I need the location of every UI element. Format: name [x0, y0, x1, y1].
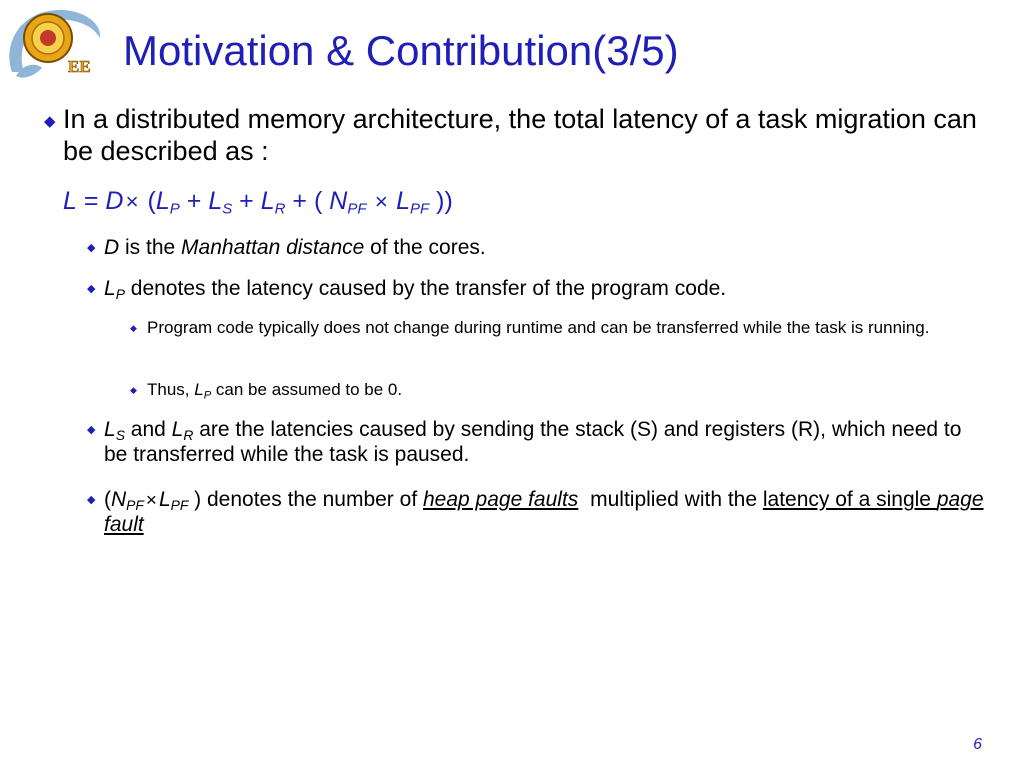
formula-close: )): [429, 187, 453, 215]
text-fragment: and: [124, 418, 172, 441]
formula-d: D: [105, 187, 124, 215]
logo-text: EE: [68, 57, 91, 76]
text-fragment: is the: [119, 236, 182, 259]
text-fragment: of the cores.: [364, 236, 486, 259]
var-sub-pf: PF: [170, 497, 189, 514]
text-fragment: ) denotes the number of: [188, 488, 423, 511]
var-l: L: [104, 277, 116, 300]
formula-ls-sub: S: [222, 200, 233, 218]
var-l: L: [194, 380, 204, 399]
diamond-bullet-icon: ◆: [130, 323, 137, 333]
formula-lr-sub: R: [274, 200, 286, 218]
diamond-bullet-icon: ◆: [130, 385, 137, 395]
formula-npf: N: [329, 187, 348, 215]
diamond-bullet-icon: ◆: [87, 283, 96, 295]
bullet-program-code-unchanged: [130, 318, 987, 338]
formula-ls: L: [208, 187, 223, 215]
formula-lpf: L: [396, 187, 411, 215]
var-sub-r: R: [183, 427, 194, 444]
var-l: L: [171, 418, 184, 441]
diamond-bullet-icon: ◆: [87, 494, 96, 506]
times-icon: ×: [368, 189, 395, 214]
formula-plus: +: [232, 187, 261, 215]
slide-title: Motivation & Contribution(3/5): [123, 27, 679, 74]
term-manhattan-distance: Manhattan distance: [181, 236, 365, 259]
var-n: N: [111, 488, 127, 511]
page-number: 6: [973, 736, 982, 753]
formula-l: L: [63, 187, 77, 215]
bullet-lp-zero: [130, 380, 987, 402]
times-icon: ×: [145, 490, 157, 511]
text-fragment: (: [104, 488, 111, 511]
formula-plus: +: [179, 187, 209, 215]
bullet-text: In a distributed memory architecture, the total latency of a task migration can be described as :: [63, 104, 977, 166]
latency-formula: [63, 186, 453, 216]
formula-paren: (: [140, 187, 156, 215]
text-fragment: Program code typically does not change during runtime and can be transferred while the task is running.: [147, 318, 930, 337]
bullet-program-code-latency: [87, 277, 984, 303]
var-sub-p: P: [115, 286, 125, 303]
text-fragment: are the latencies caused by sending the stack (S) and registers (R), which need to be transferred while the task is paused.: [104, 418, 962, 466]
diamond-bullet-icon: ◆: [87, 424, 96, 436]
text-fragment: multiplied with the: [584, 488, 763, 511]
bullet-heap-page-faults: [87, 488, 984, 538]
bullet-manhattan-distance: [87, 236, 984, 261]
term-heap-page-faults: heap page faults: [422, 488, 579, 511]
var-sub-s: S: [115, 427, 125, 444]
formula-equals: =: [76, 187, 106, 215]
diamond-bullet-icon: ◆: [44, 113, 56, 130]
var-sub-pf: PF: [126, 497, 144, 514]
bullet-latency-intro: [44, 104, 993, 168]
term-latency-single: latency of a single: [762, 488, 937, 511]
times-icon: ×: [125, 189, 139, 214]
formula-lp-sub: P: [169, 200, 180, 218]
text-fragment: Thus,: [147, 380, 195, 399]
text-fragment: can be assumed to be 0.: [211, 380, 403, 399]
formula-plus-paren: + (: [285, 187, 330, 215]
formula-lp: L: [155, 187, 170, 215]
formula-lpf-sub: PF: [410, 200, 430, 218]
var-d: D: [104, 236, 120, 259]
var-l: L: [158, 488, 171, 511]
formula-npf-sub: PF: [347, 200, 367, 218]
bullet-stack-register-latency: [87, 418, 984, 468]
text-fragment: denotes the latency caused by the transfer of the program code.: [124, 277, 727, 300]
var-l: L: [104, 418, 116, 441]
var-sub-p: P: [203, 389, 212, 402]
formula-lr: L: [260, 187, 275, 215]
diamond-bullet-icon: ◆: [87, 242, 96, 254]
term-page-fault: page fault: [104, 488, 984, 536]
